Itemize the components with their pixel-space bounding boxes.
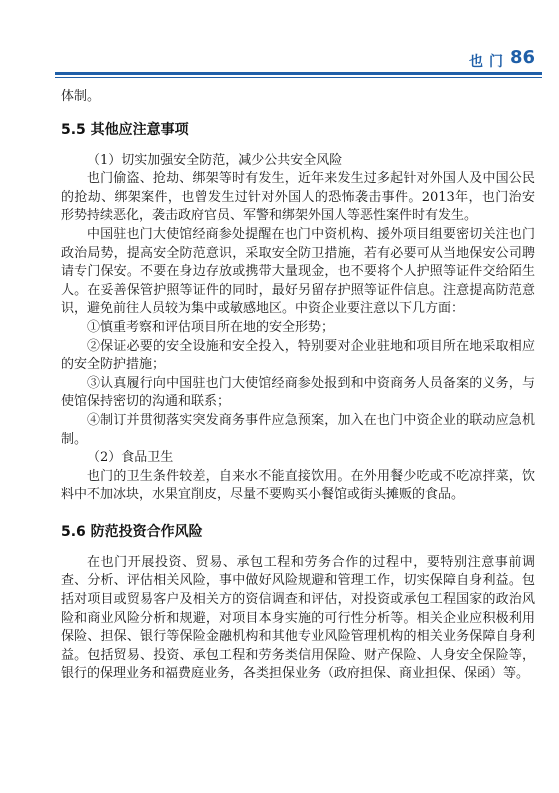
- section-heading-5-5: 5.5 其他应注意事项: [61, 121, 189, 138]
- paragraph-food-hygiene: 也门的卫生条件较差，自来水不能直接饮用。在外用餐少吃或不吃凉拌菜，饮料中不加冰块，水果宜削皮，尽量不要购买小餐馆或街头摊贩的食品。: [61, 468, 535, 503]
- page-number: 86: [510, 47, 536, 68]
- section-heading-5-6: 5.6 防范投资合作风险: [61, 523, 203, 540]
- page-header: [0, 0, 559, 80]
- list-item: ③认真履行向中国驻也门大使馆经商参处报到和中资商务人员备案的义务，与使馆保持密切的沟通和联系；: [61, 375, 535, 410]
- paragraph-investment-risk: 在也门开展投资、贸易、承包工程和劳务合作的过程中，要特别注意事前调查、分析、评估相关风险，事中做好风险规避和管理工作，切实保障自身利益。包括对项目或贸易客户及相关方的资信调查和评估，对投资或承包工程国家的政治风险和商业风险分析和规避，对项目本身实施的可行性分析等。相关企业应积极利用保险、担保、银行等保险金融机构和其他专业风险管理机构的相关业务保障自身利益。包括贸易、投资、承包工程和劳务类信用保险、财产保险、人身安全保险等，银行的保理业务和福费庭业务，各类担保业务（政府担保、商业担保、保函）等。: [61, 554, 535, 682]
- subsection-title-security: （1）切实加强安全防范，减少公共安全风险: [87, 152, 343, 168]
- running-header-title: 也门: [469, 54, 509, 70]
- subsection-title-food: （2）食品卫生: [87, 450, 174, 466]
- paragraph-embassy-advice: 中国驻也门大使馆经商参处提醒在也门中资机构、援外项目组要密切关注也门政治局势，提高安全防范意识，采取安全防卫措施，若有必要可从当地保安公司聘请专门保安。不要在身边存放或携带大量现金，也不要将个人护照等证件交给陌生人。在妥善保管护照等证件的同时，最好另留存护照等证件信息。注意提高防范意识，避免前往人员较为集中或敏感地区。中资企业要注意以下几方面：: [61, 226, 535, 317]
- header-rule-thin: [55, 77, 542, 78]
- list-item: ①慎重考察和评估项目所在地的安全形势；: [87, 319, 335, 335]
- list-item: ②保证必要的安全设施和安全投入，特别要对企业驻地和项目所在地采取相应的安全防护措施；: [61, 338, 535, 373]
- list-item: ④制订并贯彻落实突发商务事件应急预案，加入在也门中资企业的联动应急机制。: [61, 412, 535, 447]
- paragraph-security-situation: 也门偷盗、抢劫、绑架等时有发生，近年来发生过多起针对外国人及中国公民的抢劫、绑架案件，也曾发生过针对外国人的恐怖袭击事件。2013年，也门治安形势持续恶化，袭击政府官员、军警和绑架外国人等恶性案件时有发生。: [61, 171, 535, 224]
- page-content: [61, 80, 535, 684]
- header-rule-thick: [55, 72, 542, 75]
- intro-line: 体制。: [61, 89, 101, 104]
